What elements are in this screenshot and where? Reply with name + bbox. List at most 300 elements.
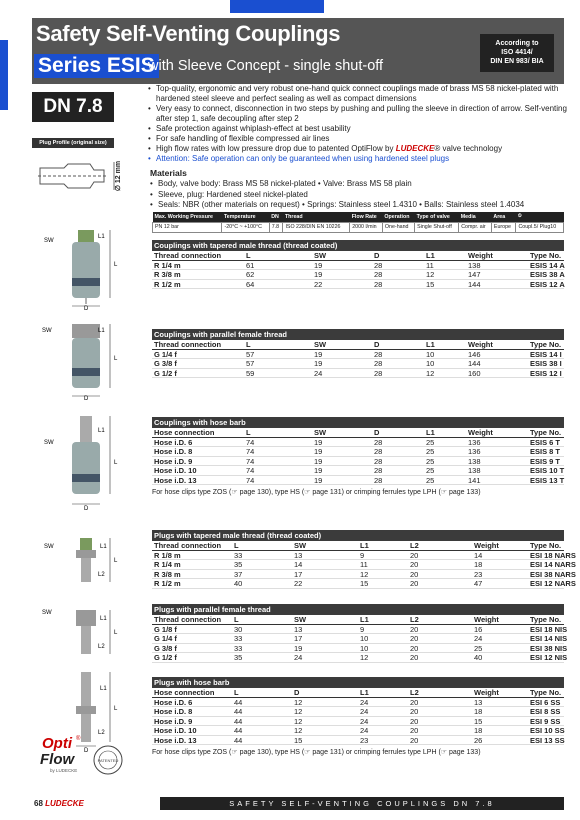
column-header: Thread connection <box>154 251 222 260</box>
table-cell: 28 <box>374 466 383 476</box>
material-item: • Body, valve body: Brass MS 58 nickel-plated • Valve: Brass MS 58 plain <box>150 179 570 190</box>
logo-by: by LUDECKE <box>50 768 78 773</box>
spec-cell: PN 12 bar <box>153 222 222 232</box>
table-cell: Hose i.D. 13 <box>154 475 197 485</box>
spec-header: Type of valve <box>415 212 459 222</box>
table-cell: ESI 18 NIS <box>530 625 568 634</box>
section-couplings-tapered <box>152 240 564 289</box>
dim-l: L <box>114 356 118 362</box>
table-cell: ESI 18 NARS <box>530 551 576 560</box>
table-cell: 15 <box>294 735 303 745</box>
table-cell: ESIS 14 A <box>530 261 565 270</box>
table-cell: 44 <box>234 726 243 736</box>
table-cell: ESI 8 SS <box>530 707 561 717</box>
table-cell: ESIS 9 T <box>530 456 561 466</box>
dim-l: L <box>114 558 118 564</box>
column-header: D <box>294 688 300 697</box>
material-item: • Sleeve, plug: Hardened steel nickel-plated <box>150 190 570 201</box>
footer-brand: LUDECKE <box>45 799 84 808</box>
table-cell: ESIS 8 T <box>530 447 561 457</box>
table-cell: 20 <box>410 551 419 560</box>
dim-l2: L2 <box>98 572 105 578</box>
table-cell: 10 <box>426 350 435 359</box>
table-cell: 28 <box>374 261 383 270</box>
table-cell: 15 <box>360 579 369 589</box>
spec-header: Temperature <box>222 212 269 222</box>
table-cell: 28 <box>374 456 383 466</box>
table-cell: 20 <box>410 560 419 570</box>
table-cell: Hose i.D. 10 <box>154 466 197 476</box>
table-cell: 12 <box>360 569 369 579</box>
table-cell: 28 <box>374 350 383 359</box>
table-cell: 144 <box>468 279 481 289</box>
table-row <box>152 643 568 653</box>
dim-l: L <box>114 706 118 712</box>
table-cell: 10 <box>426 359 435 369</box>
table-cell: ESI 10 SS <box>530 726 565 736</box>
page-number: 68 <box>34 799 43 808</box>
table-cell: 57 <box>246 359 255 369</box>
table-cell: 25 <box>426 456 435 466</box>
table-cell: 44 <box>234 698 243 707</box>
table-cell: 35 <box>234 560 243 570</box>
flow-text-end: valve technology <box>440 144 503 153</box>
spec-cell: ISO 228/DIN EN 10226 <box>283 222 350 232</box>
table-cell: ESI 13 SS <box>530 735 565 745</box>
section-title: Plugs with hose barb <box>152 677 564 688</box>
table-row <box>152 634 568 644</box>
table-cell: ESIS 12 I <box>530 368 562 378</box>
table-cell: 19 <box>314 438 323 447</box>
table-cell: 18 <box>474 726 483 736</box>
table-cell: 17 <box>294 634 303 644</box>
spec-header: Flow Rate <box>350 212 383 222</box>
table-row <box>152 270 564 279</box>
dim-l: L <box>114 262 118 268</box>
table-cell: 160 <box>468 368 481 378</box>
table-cell: 13 <box>294 625 303 634</box>
table-cell: 44 <box>234 735 243 745</box>
coupling-male-thread-image <box>36 228 136 310</box>
spec-cell: Single Shut-off <box>415 222 459 232</box>
dn-label: DN 7.8 <box>32 92 114 122</box>
column-header: L1 <box>360 541 369 550</box>
coupling-female-thread-image <box>36 320 136 400</box>
table-cell: 12 <box>426 368 435 378</box>
table-row <box>152 726 564 735</box>
table-cell: 138 <box>468 261 481 270</box>
table-row <box>152 438 564 447</box>
column-header: Weight <box>474 541 499 550</box>
table-cell: G 1/2 f <box>154 368 177 378</box>
column-header: SW <box>294 541 307 550</box>
table-cell: G 3/8 f <box>154 643 177 653</box>
table-cell: 16 <box>474 625 483 634</box>
registered-mark: ® <box>434 144 441 153</box>
table-row <box>152 261 564 270</box>
dim-sw: SW <box>44 238 54 244</box>
table-cell: 33 <box>234 551 243 560</box>
column-header: Type No. <box>530 340 562 349</box>
table-cell: G 1/8 f <box>154 625 177 634</box>
dim-d: D <box>84 396 89 400</box>
section-title: Couplings with tapered male thread (thread coated) <box>152 240 564 251</box>
table-cell: ESI 38 NIS <box>530 643 568 653</box>
table-cell: R 1/4 m <box>154 261 181 270</box>
section-plugs-tapered <box>152 530 576 589</box>
logo-flow: Flow <box>40 751 75 768</box>
table-cell: 44 <box>234 707 243 717</box>
table-cell: 14 <box>294 560 303 570</box>
spec-cell: Europe <box>491 222 516 232</box>
table-cell: 23 <box>360 735 369 745</box>
table-cell: 13 <box>474 698 483 707</box>
column-header: SW <box>294 615 307 624</box>
table-cell: 19 <box>314 466 323 476</box>
table-cell: 25 <box>426 438 435 447</box>
plug-profile-label: Plug Profile (original size) <box>32 138 114 148</box>
table-cell: Hose i.D. 13 <box>154 735 197 745</box>
table-row <box>152 569 576 579</box>
table-cell: G 1/4 f <box>154 634 177 644</box>
column-header: D <box>374 428 380 437</box>
top-accent-bar <box>230 0 324 13</box>
materials-title: Materials <box>150 168 187 178</box>
dim-l: L <box>114 630 118 636</box>
table-cell: 12 <box>294 698 303 707</box>
table-cell: 12 <box>426 270 435 280</box>
table-cell: 74 <box>246 466 255 476</box>
table-cell: 12 <box>360 653 369 663</box>
standard-badge <box>480 34 554 72</box>
table-cell: ESI 9 SS <box>530 716 561 726</box>
column-header: Weight <box>474 615 499 624</box>
table-row <box>152 280 564 289</box>
page-title: Safety Self-Venting Couplings <box>36 21 341 46</box>
table-cell: Hose i.D. 10 <box>154 726 197 736</box>
table-cell: 20 <box>410 579 419 589</box>
column-header: Weight <box>468 428 493 437</box>
column-header: Weight <box>468 340 493 349</box>
table-cell: 74 <box>246 447 255 457</box>
column-header: L1 <box>426 251 435 260</box>
table-cell: ESI 12 NARS <box>530 579 576 589</box>
spec-cell: One-hand <box>382 222 414 232</box>
feature-item: • For safe handling of flexible compressed air lines <box>148 134 568 144</box>
table-cell: 20 <box>410 707 419 717</box>
section-table <box>152 340 564 378</box>
table-cell: 20 <box>410 643 419 653</box>
footer-bar: SAFETY SELF-VENTING COUPLINGS DN 7.8 <box>160 797 564 810</box>
dim-sw: SW <box>42 610 52 616</box>
spec-header: Media <box>459 212 492 222</box>
logo-registered: ® <box>76 736 81 742</box>
table-cell: G 1/2 f <box>154 653 177 663</box>
table-cell: 9 <box>360 551 365 560</box>
spec-header: Max. Working Pressure <box>153 212 222 222</box>
table-cell: 20 <box>410 735 419 745</box>
column-header: Type No. <box>530 541 562 550</box>
table-cell: 24 <box>360 716 369 726</box>
column-header: L <box>246 340 251 349</box>
table-cell: R 1/4 m <box>154 560 181 570</box>
page-subtitle: with Sleeve Concept - single shut-off <box>148 58 384 74</box>
plug-profile-drawing <box>34 152 124 200</box>
spec-header: Operation <box>382 212 414 222</box>
dim-l2: L2 <box>98 644 105 650</box>
table-cell: 19 <box>314 456 323 466</box>
table-cell: G 1/4 f <box>154 350 177 359</box>
table-row <box>152 579 576 589</box>
table-cell: 24 <box>294 653 303 663</box>
column-header: Hose connection <box>154 688 215 697</box>
table-cell: 10 <box>360 643 369 653</box>
feature-item: • Very easy to connect, disconnection in two steps by pushing and pulling the sleeve in direction of arrow. Self-venting after step 1, safe decoupling after step 2 <box>148 104 568 124</box>
table-cell: 20 <box>410 625 419 634</box>
spec-header: Thread <box>283 212 350 222</box>
column-header: L <box>234 688 239 697</box>
table-cell: 19 <box>314 359 323 369</box>
column-header: L <box>246 251 251 260</box>
section-plugs-female <box>152 604 568 663</box>
column-header: L <box>234 615 239 624</box>
dim-l2: L2 <box>98 730 105 736</box>
column-header: L2 <box>410 615 419 624</box>
table-cell: ESIS 38 A <box>530 270 565 280</box>
table-cell: 138 <box>468 466 481 476</box>
spec-header: DN <box>269 212 283 222</box>
table-cell: 12 <box>294 716 303 726</box>
table-cell: 64 <box>246 279 255 289</box>
feature-item-flow <box>148 144 568 154</box>
table-cell: 18 <box>474 707 483 717</box>
section-table <box>152 251 564 289</box>
table-cell: 15 <box>474 716 483 726</box>
table-cell: 47 <box>474 579 483 589</box>
spec-cell: Coupl.5/ Plug10 <box>516 222 564 232</box>
table-cell: R 1/2 m <box>154 579 181 589</box>
dim-l1: L1 <box>100 686 107 692</box>
dim-l1: L1 <box>98 328 105 334</box>
section-table <box>152 541 576 589</box>
table-cell: 26 <box>474 735 483 745</box>
plug-male-thread-image <box>36 536 136 586</box>
table-cell: 28 <box>374 279 383 289</box>
table-cell: 74 <box>246 438 255 447</box>
table-header <box>152 615 564 625</box>
table-row <box>152 707 564 716</box>
table-cell: 138 <box>468 456 481 466</box>
table-cell: 12 <box>294 726 303 736</box>
table-cell: 20 <box>410 653 419 663</box>
side-accent-bar <box>0 40 8 110</box>
table-cell: 20 <box>410 569 419 579</box>
dim-d: D <box>84 748 89 754</box>
spec-cell: -20°C ~ +100°C <box>222 222 269 232</box>
column-header: Type No. <box>530 428 562 437</box>
dim-l1: L1 <box>100 544 107 550</box>
table-cell: 57 <box>246 350 255 359</box>
badge-line: DIN EN 983/ BIA <box>490 58 544 65</box>
feature-item: • Top-quality, ergonomic and very robust one-hand quick connect couplings made of brass MS 58 nickel-plated with hardened steel sleeve and perfect sealing as well as compact dimensions <box>148 84 568 104</box>
flow-text: High flow rates with low pressure drop due to patented OptiFlow by <box>156 144 394 153</box>
table-cell: 40 <box>234 579 243 589</box>
column-header: SW <box>314 340 327 349</box>
table-row <box>152 359 564 368</box>
materials-list <box>150 179 570 211</box>
column-header: Weight <box>474 688 499 697</box>
table-cell: 20 <box>410 698 419 707</box>
column-header: D <box>374 340 380 349</box>
table-cell: 11 <box>426 261 434 270</box>
spec-table <box>152 212 564 233</box>
brand-name: LUDECKE <box>395 144 435 153</box>
table-cell: R 1/2 m <box>154 279 181 289</box>
table-cell: 136 <box>468 447 481 457</box>
table-cell: 28 <box>374 270 383 280</box>
table-cell: 14 <box>474 551 483 560</box>
column-header: Thread connection <box>154 340 222 349</box>
table-cell: 33 <box>234 634 243 644</box>
table-header <box>152 340 564 350</box>
table-row <box>152 447 564 456</box>
table-cell: 9 <box>360 625 365 634</box>
table-cell: 28 <box>374 359 383 369</box>
table-cell: 28 <box>374 438 383 447</box>
table-cell: 136 <box>468 438 481 447</box>
table-cell: 40 <box>474 653 483 663</box>
column-header: Type No. <box>530 615 562 624</box>
table-cell: 147 <box>468 270 481 280</box>
patented-seal: PATENTED <box>97 758 119 763</box>
table-cell: 25 <box>474 643 483 653</box>
column-header: D <box>374 251 380 260</box>
table-cell: Hose i.D. 9 <box>154 456 193 466</box>
table-cell: 10 <box>360 634 369 644</box>
table-cell: R 3/8 m <box>154 270 181 280</box>
table-cell: Hose i.D. 9 <box>154 716 193 726</box>
table-cell: 35 <box>234 653 243 663</box>
column-header: Hose connection <box>154 428 215 437</box>
column-header: SW <box>314 428 327 437</box>
section-couplings-female <box>152 329 564 378</box>
badge-line: According to <box>495 40 539 47</box>
table-cell: 22 <box>314 279 323 289</box>
dim-sw: SW <box>42 328 52 334</box>
table-row <box>152 717 564 726</box>
table-cell: Hose i.D. 8 <box>154 707 193 717</box>
table-cell: 24 <box>360 698 369 707</box>
table-cell: 19 <box>314 350 323 359</box>
table-cell: 141 <box>468 475 481 485</box>
table-cell: 25 <box>426 466 435 476</box>
column-header: L <box>234 541 239 550</box>
table-cell: ESI 14 NIS <box>530 634 568 644</box>
table-row <box>152 466 564 475</box>
thread-size-icon: ⦸ <box>516 212 564 222</box>
table-cell: 61 <box>246 261 255 270</box>
table-row <box>152 350 564 359</box>
table-cell: 28 <box>374 368 383 378</box>
table-cell: ESI 38 NARS <box>530 569 576 579</box>
table-cell: 146 <box>468 350 481 359</box>
spec-cell: Compr. air <box>459 222 492 232</box>
table-cell: 11 <box>360 560 368 570</box>
table-cell: 20 <box>410 726 419 736</box>
column-header: Weight <box>468 251 493 260</box>
table-row <box>152 476 564 485</box>
material-item: • Seals: NBR (other materials on request) • Springs: Stainless steel 1.4310 • Balls: Stainless steel 1.4034 <box>150 200 570 211</box>
column-header: L1 <box>360 688 369 697</box>
table-cell: 144 <box>468 359 481 369</box>
table-row <box>152 560 576 570</box>
section-table <box>152 428 564 485</box>
column-header: L2 <box>410 541 419 550</box>
table-row <box>152 698 564 707</box>
table-header <box>152 428 564 438</box>
spec-header-row <box>153 212 564 222</box>
table-cell: R 3/8 m <box>154 569 181 579</box>
table-cell: Hose i.D. 6 <box>154 698 193 707</box>
table-cell: 17 <box>294 569 303 579</box>
section-title: Couplings with hose barb <box>152 417 564 428</box>
section-title: Plugs with tapered male thread (thread coated) <box>152 530 564 541</box>
table-cell: 74 <box>246 475 255 485</box>
table-cell: 37 <box>234 569 243 579</box>
dim-d: D <box>84 306 89 310</box>
column-header: Thread connection <box>154 615 222 624</box>
dim-d: D <box>84 506 89 510</box>
table-cell: 25 <box>426 447 435 457</box>
table-header <box>152 688 564 698</box>
dim-sw: SW <box>44 440 54 446</box>
table-header <box>152 541 564 551</box>
table-cell: 15 <box>426 279 435 289</box>
table-row <box>152 457 564 466</box>
spec-header: Area <box>491 212 516 222</box>
table-cell: 19 <box>294 643 303 653</box>
column-header: L1 <box>426 340 435 349</box>
table-cell: G 3/8 f <box>154 359 177 369</box>
table-cell: 24 <box>360 707 369 717</box>
spec-cell: 2000 l/min <box>350 222 383 232</box>
table-cell: 12 <box>294 707 303 717</box>
table-cell: 59 <box>246 368 255 378</box>
table-cell: 13 <box>294 551 303 560</box>
table-cell: 20 <box>410 634 419 644</box>
dim-l1: L1 <box>98 234 105 240</box>
table-row <box>152 736 564 745</box>
section-couplings-hose <box>152 417 564 496</box>
table-cell: 22 <box>294 579 303 589</box>
table-cell: Hose i.D. 6 <box>154 438 193 447</box>
feature-list <box>148 84 568 164</box>
dim-l1: L1 <box>100 616 107 622</box>
table-cell: ESI 12 NIS <box>530 653 568 663</box>
column-header: L1 <box>426 428 435 437</box>
table-cell: 19 <box>314 475 323 485</box>
table-row <box>152 653 568 663</box>
table-row <box>152 369 564 378</box>
plug-female-thread-image <box>36 606 136 658</box>
section-note: For hose clips type ZOS (☞ page 130), type HS (☞ page 131) or crimping ferrules type LPH (☞ page 133) <box>152 488 481 496</box>
section-note: For hose clips type ZOS (☞ page 130), type HS (☞ page 131) or crimping ferrules type LPH (☞ page 133) <box>152 748 481 756</box>
dim-l: L <box>114 460 118 466</box>
table-cell: ESIS 38 I <box>530 359 562 369</box>
table-cell: ESIS 13 T <box>530 475 565 485</box>
spec-cell: 7.8 <box>269 222 283 232</box>
coupling-hose-barb-image <box>36 414 136 510</box>
